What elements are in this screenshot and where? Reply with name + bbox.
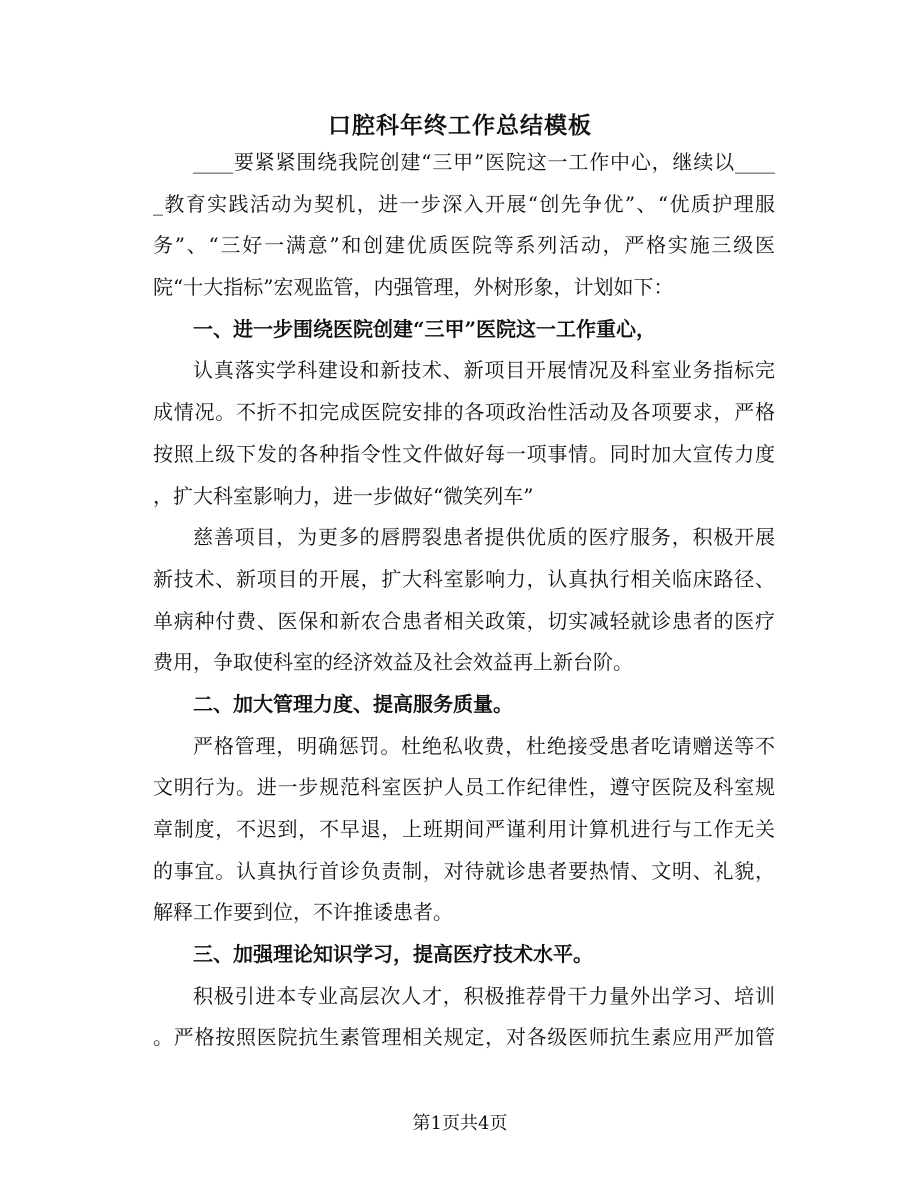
document-body <box>153 142 775 1059</box>
body-text-line: 务”、“三好一满意”和创建优质医院等系列活动，严格实施三级医 <box>153 233 775 258</box>
body-text-line: ____要紧紧围绕我院创建“三甲”医院这一工作中心，继续以____ <box>193 150 775 174</box>
body-text-line: 的事宜。认真执行首诊负责制，对待就诊患者要热情、文明、礼貌， <box>153 858 775 883</box>
section-heading: 一、进一步围绕医院创建“三甲”医院这一工作重心， <box>193 316 657 341</box>
body-text-line: _教育实践活动为契机，进一步深入开展“创先争优”、“优质护理服 <box>153 191 775 216</box>
body-text-line: 积极引进本专业高层次人才，积极推荐骨干力量外出学习、培训 <box>193 983 775 1008</box>
body-text-line: 文明行为。进一步规范科室医护人员工作纪律性，遵守医院及科室规 <box>153 775 775 800</box>
body-text-line: 新技术、新项目的开展，扩大科室影响力，认真执行相关临床路径、 <box>153 566 775 591</box>
body-text-line: ，扩大科室影响力，进一步做好“微笑列车” <box>153 483 534 508</box>
body-text-line: 解释工作要到位，不许推诿患者。 <box>153 900 453 925</box>
body-text-line: 院“十大指标”宏观监管，内强管理，外树形象，计划如下： <box>153 275 674 300</box>
section-heading: 二、加大管理力度、提高服务质量。 <box>193 691 513 716</box>
body-text-line: 费用，争取使科室的经济效益及社会效益再上新台阶。 <box>153 650 633 675</box>
body-text-line: 慈善项目，为更多的唇腭裂患者提供优质的医疗服务，积极开展 <box>193 525 775 550</box>
body-text-line: 。严格按照医院抗生素管理相关规定，对各级医师抗生素应用严加管 <box>153 1025 775 1050</box>
body-text-line: 章制度，不迟到，不早退，上班期间严谨利用计算机进行与工作无关 <box>153 817 775 841</box>
body-text-line: 成情况。不折不扣完成医院安排的各项政治性活动及各项要求，严格 <box>153 400 775 425</box>
section-heading: 三、加强理论知识学习，提高医疗技术水平。 <box>193 942 593 967</box>
body-text-line: 单病种付费、医保和新农合患者相关政策，切实减轻就诊患者的医疗 <box>153 608 775 633</box>
body-text-line: 认真落实学科建设和新技术、新项目开展情况及科室业务指标完 <box>193 358 775 383</box>
body-text-line: 严格管理，明确惩罚。杜绝私收费，杜绝接受患者吃请赠送等不 <box>193 733 775 758</box>
page-footer: 第1页共4页 <box>412 1113 508 1134</box>
body-text-line: 按照上级下发的各种指令性文件做好每一项事情。同时加大宣传力度 <box>153 441 775 466</box>
document-title: 口腔科年终工作总结模板 <box>328 112 592 139</box>
